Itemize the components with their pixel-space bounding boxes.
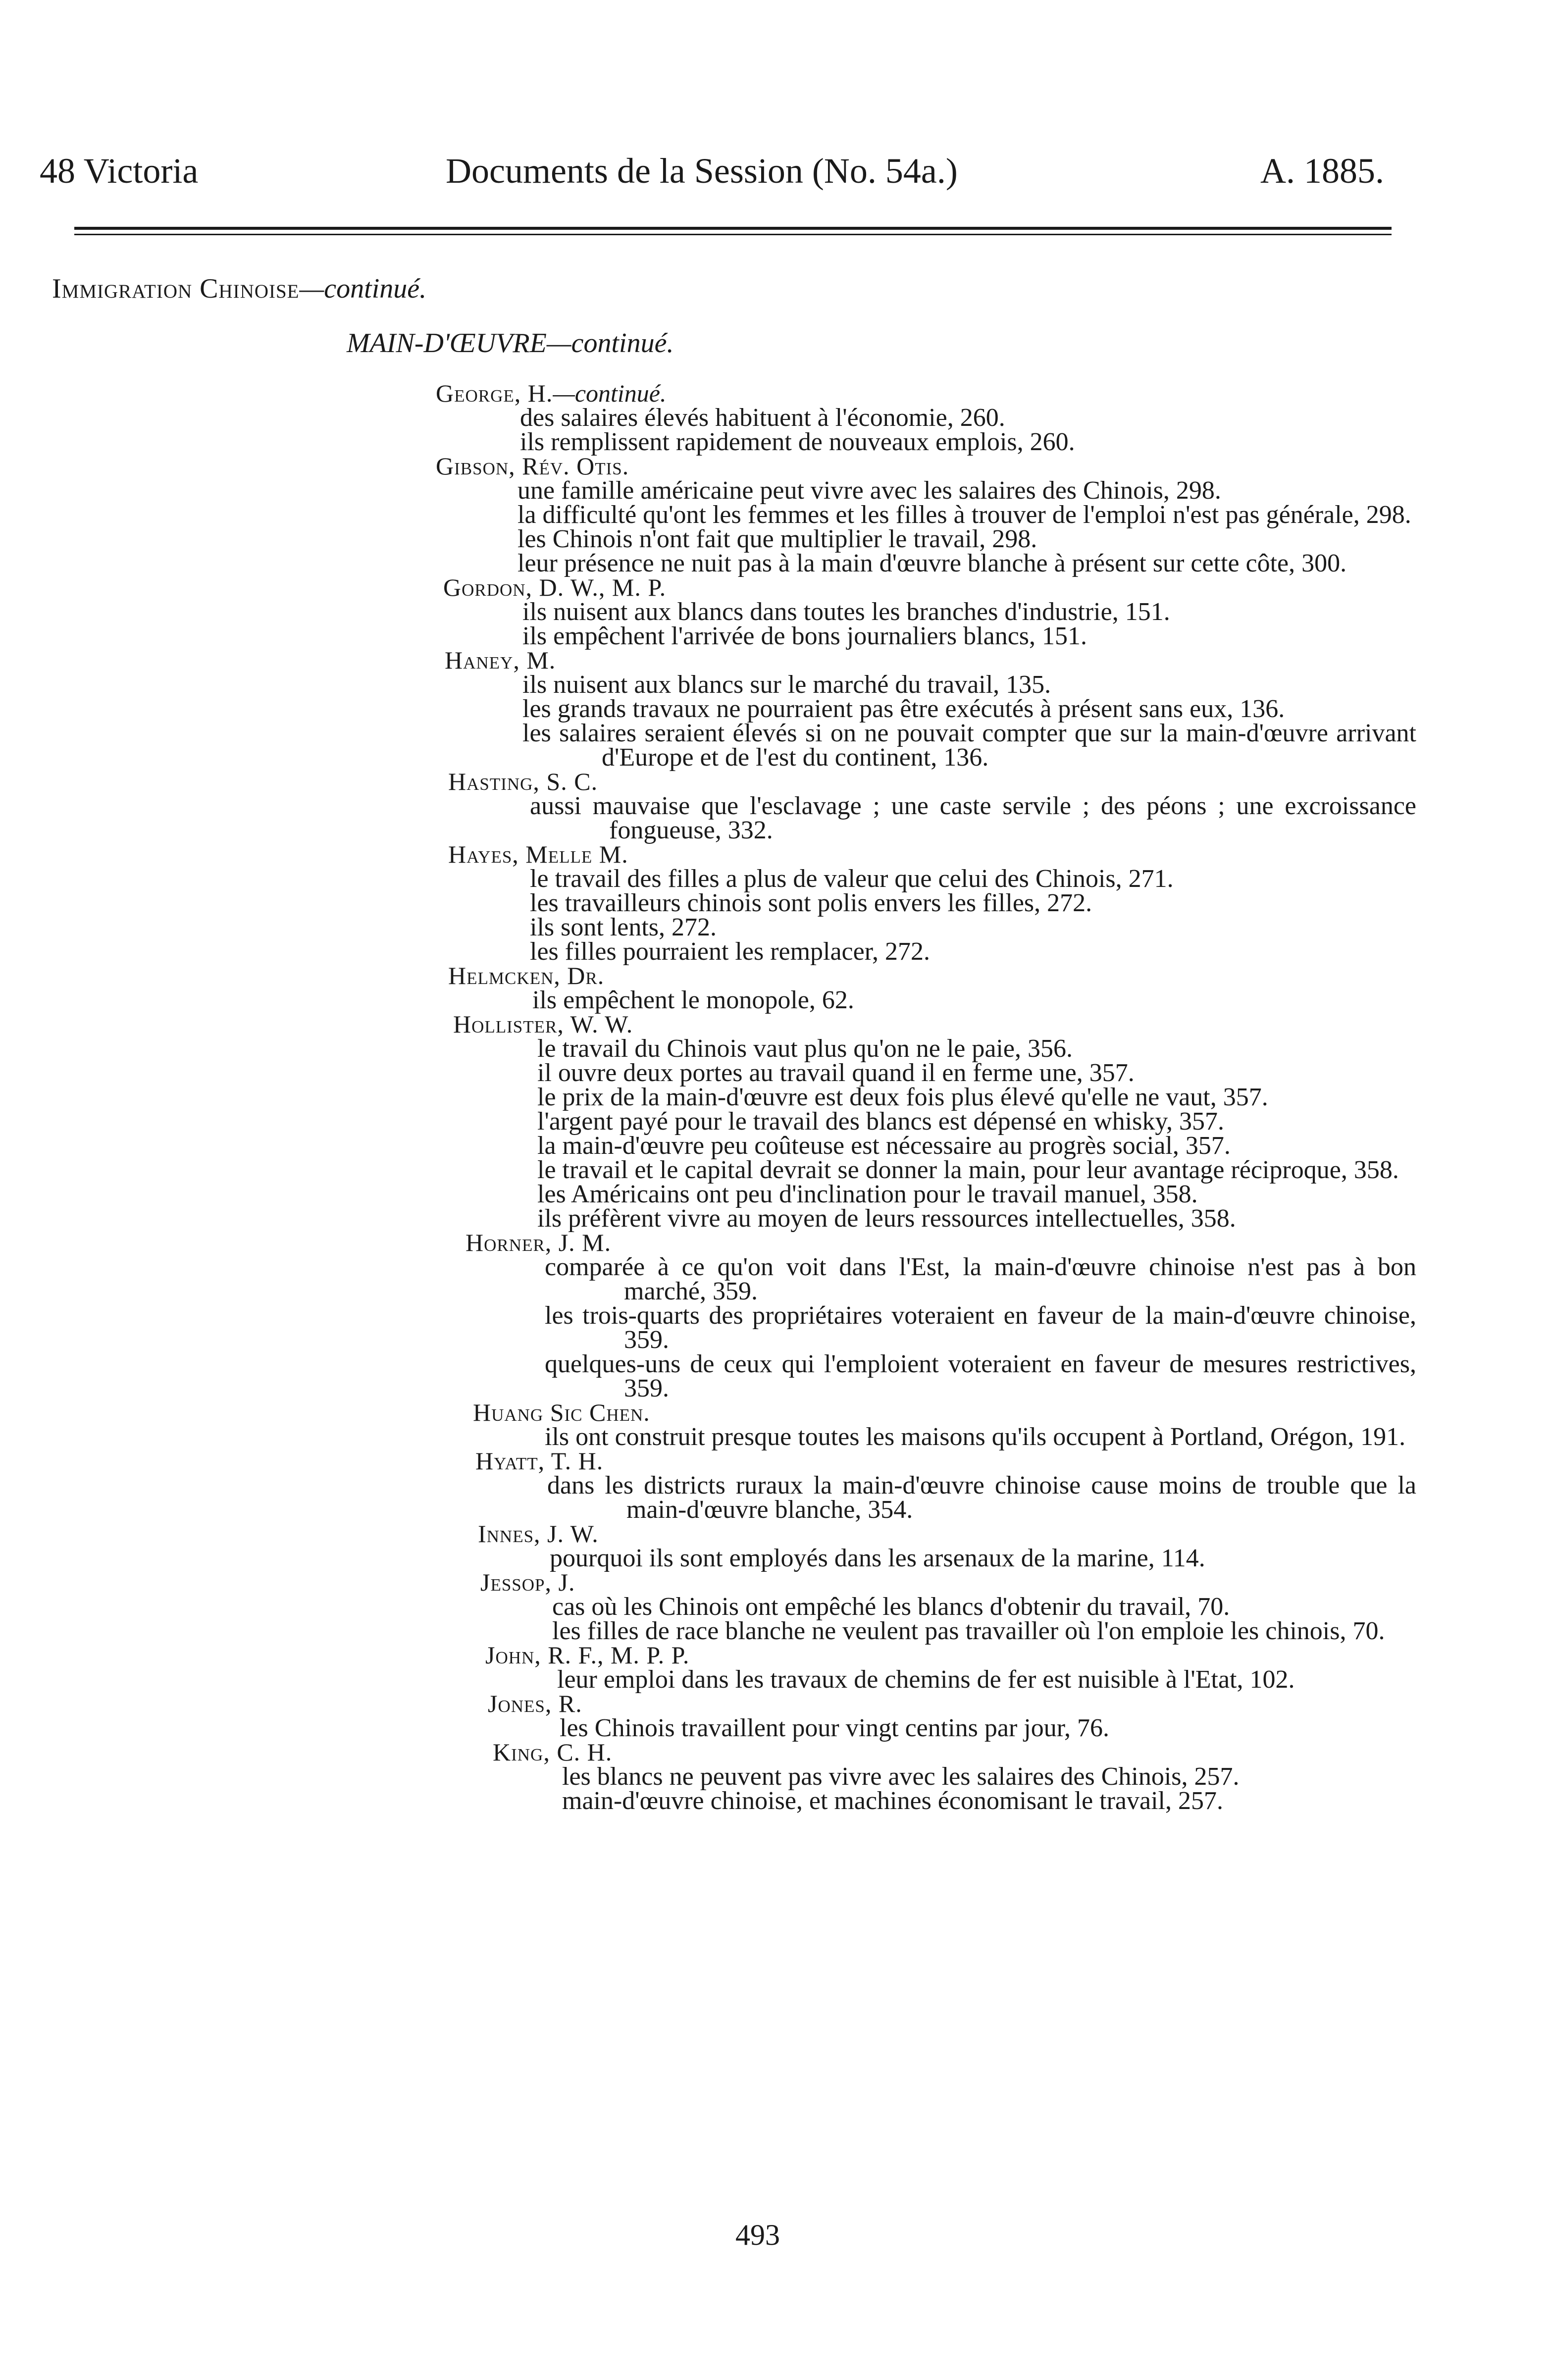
entry-subitem: leur présence ne nuit pas à la main d'œuvre blanche à présent sur cette côte, 300. <box>517 549 1347 577</box>
entry-name-text: John, R. F., M. P. P. <box>485 1641 690 1669</box>
index-entry <box>0 1643 1551 1692</box>
entry-subitem: les travailleurs chinois sont polis envers les filles, 272. <box>530 889 1092 917</box>
subsection-title: MAIN-D'ŒUVRE—continué. <box>347 328 674 359</box>
entry-name <box>488 1692 1551 1716</box>
entry-subitem: ils sont lents, 272. <box>530 913 717 941</box>
entry-name-text: Helmcken, Dr. <box>448 962 605 989</box>
entry-name <box>436 381 1551 406</box>
entry-subitem: leur emploi dans les travaux de chemins de fer est nuisible à l'Etat, 102. <box>557 1665 1295 1694</box>
entry-name <box>453 1012 1551 1036</box>
header-volume: 48 Victoria <box>40 151 199 191</box>
entry-subitem: les grands travaux ne pourraient pas être exécutés à présent sans eux, 136. <box>522 695 1285 723</box>
entry-name <box>475 1449 1551 1473</box>
entry-name-text: Jones, R. <box>488 1690 582 1717</box>
index-entry <box>0 648 1551 770</box>
running-head <box>0 149 1551 193</box>
header-year: A. 1885. <box>1260 151 1384 191</box>
entry-name-text: Innes, J. W. <box>478 1520 599 1548</box>
index-entry <box>0 1449 1551 1522</box>
entry-subitem: aussi mauvaise que l'esclavage ; une caste servile ; des péons ; une excroissance fongueuse, 332. <box>530 792 1416 844</box>
entry-subitem: la main-d'œuvre peu coûteuse est nécessaire au progrès social, 357. <box>537 1132 1231 1160</box>
entry-subitem: main-d'œuvre chinoise, et machines économisant le travail, 257. <box>562 1787 1223 1815</box>
entry-name-text: Gibson, Rév. Otis. <box>436 452 629 480</box>
index-entry <box>0 381 1551 454</box>
header-rule-thick <box>74 227 1392 230</box>
entry-subitem: dans les districts ruraux la main-d'œuvre chinoise cause moins de trouble que la main-d'œuvre blanche, 354. <box>547 1471 1416 1524</box>
index-entries <box>0 381 1551 1813</box>
entry-name-text: Horner, J. M. <box>465 1229 612 1256</box>
header-title: Documents de la Session (No. 54a.) <box>446 151 958 191</box>
entry-name-text: King, C. H. <box>493 1738 613 1766</box>
entry-name-text: Jessop, J. <box>480 1568 575 1596</box>
entry-subitem: le travail du Chinois vaut plus qu'on ne le paie, 356. <box>537 1035 1073 1063</box>
entry-subitem: il ouvre deux portes au travail quand il en ferme une, 357. <box>537 1059 1135 1087</box>
entry-subitem: ils ont construit presque toutes les maisons qu'ils occupent à Portland, Orégon, 191. <box>545 1423 1406 1451</box>
entry-subitem: les trois-quarts des propriétaires voteraient en faveur de la main-d'œuvre chinoise, 359. <box>545 1301 1416 1354</box>
entry-name <box>493 1740 1551 1764</box>
entry-name <box>448 964 1551 988</box>
entry-subitem: la difficulté qu'ont les femmes et les filles à trouver de l'emploi n'est pas générale, 298. <box>517 501 1411 529</box>
entry-subitem: comparée à ce qu'on voit dans l'Est, la main-d'œuvre chinoise n'est pas à bon marché, 359. <box>545 1253 1416 1305</box>
entry-subitem: les filles de race blanche ne veulent pas travailler où l'on emploie les chinois, 70. <box>552 1617 1385 1645</box>
entry-subitem: quelques-uns de ceux qui l'emploient voteraient en faveur de mesures restrictives, 359. <box>545 1350 1416 1402</box>
entry-subitem: une famille américaine peut vivre avec les salaires des Chinois, 298. <box>517 476 1221 505</box>
index-entry <box>0 1522 1551 1570</box>
entry-subitem: les Américains ont peu d'inclination pour le travail manuel, 358. <box>537 1180 1198 1208</box>
entry-name <box>448 842 1551 867</box>
entry-subitem: ils remplissent rapidement de nouveaux emplois, 260. <box>520 428 1075 456</box>
entry-name-text: George, H. <box>436 379 553 407</box>
index-entry <box>0 1400 1551 1449</box>
section-title-continued: —continué. <box>299 273 427 304</box>
entry-name-text: Haney, M. <box>445 646 556 674</box>
entry-subitem: les blancs ne peuvent pas vivre avec les salaires des Chinois, 257. <box>562 1762 1240 1791</box>
entry-subitem: des salaires élevés habituent à l'économie, 260. <box>520 404 1005 432</box>
header-rule-thin <box>74 234 1392 235</box>
index-entry <box>0 1570 1551 1643</box>
entry-subitem: l'argent payé pour le travail des blancs est dépensé en whisky, 357. <box>537 1107 1224 1136</box>
index-entry <box>0 1692 1551 1740</box>
entry-subitem: ils nuisent aux blancs dans toutes les branches d'industrie, 151. <box>522 598 1170 626</box>
index-entry <box>0 964 1551 1012</box>
index-entry <box>0 1012 1551 1231</box>
entry-name-text: Hollister, W. W. <box>453 1010 633 1038</box>
entry-name-text: Hyatt, T. H. <box>475 1447 604 1475</box>
entry-name <box>478 1522 1551 1546</box>
index-entry <box>0 1740 1551 1813</box>
entry-subitem: cas où les Chinois ont empêché les blancs d'obtenir du travail, 70. <box>552 1593 1230 1621</box>
entry-name <box>443 575 1551 600</box>
entry-name <box>485 1643 1551 1667</box>
entry-name <box>448 770 1551 794</box>
entry-subitem: les Chinois travaillent pour vingt centins par jour, 76. <box>560 1714 1109 1742</box>
entry-subitem: les filles pourraient les remplacer, 272. <box>530 937 930 966</box>
entry-subitem: les salaires seraient élevés si on ne pouvait compter que sur la main-d'œuvre arrivant d'Europe et de l'est du continent, 136. <box>522 719 1416 772</box>
entry-name-text: Hayes, Melle M. <box>448 840 628 868</box>
entry-subitem: ils nuisent aux blancs sur le marché du travail, 135. <box>522 671 1051 699</box>
entry-name <box>473 1400 1551 1425</box>
entry-name <box>480 1570 1551 1595</box>
entry-name <box>436 454 1551 478</box>
entry-name <box>445 648 1551 673</box>
entry-subitem: le prix de la main-d'œuvre est deux fois plus élevé qu'elle ne vaut, 357. <box>537 1083 1268 1111</box>
index-entry <box>0 575 1551 648</box>
entry-subitem: les Chinois n'ont fait que multiplier le travail, 298. <box>517 525 1037 553</box>
entry-subitem: ils empêchent l'arrivée de bons journaliers blancs, 151. <box>522 622 1087 650</box>
entry-name-text: Hasting, S. C. <box>448 768 598 795</box>
section-title <box>52 271 426 306</box>
entry-subitem: le travail des filles a plus de valeur que celui des Chinois, 271. <box>530 865 1174 893</box>
index-entry <box>0 454 1551 575</box>
index-entry <box>0 842 1551 964</box>
entry-subitem: ils empêchent le monopole, 62. <box>532 986 854 1014</box>
entry-subitem: le travail et le capital devrait se donner la main, pour leur avantage réciproque, 358. <box>537 1156 1399 1184</box>
section-title-text: Immigration Chinoise <box>52 273 300 304</box>
entry-name-text: Huang Sic Chen. <box>473 1398 650 1426</box>
entry-name-continued: —continué. <box>553 379 667 407</box>
entry-name-text: Gordon, D. W., M. P. <box>443 573 667 601</box>
entry-name <box>465 1231 1551 1255</box>
index-entry <box>0 770 1551 842</box>
page-number: 493 <box>735 2219 780 2251</box>
entry-subitem: ils préfèrent vivre au moyen de leurs ressources intellectuelles, 358. <box>537 1204 1236 1233</box>
index-entry <box>0 1231 1551 1400</box>
entry-subitem: pourquoi ils sont employés dans les arsenaux de la marine, 114. <box>550 1544 1205 1572</box>
